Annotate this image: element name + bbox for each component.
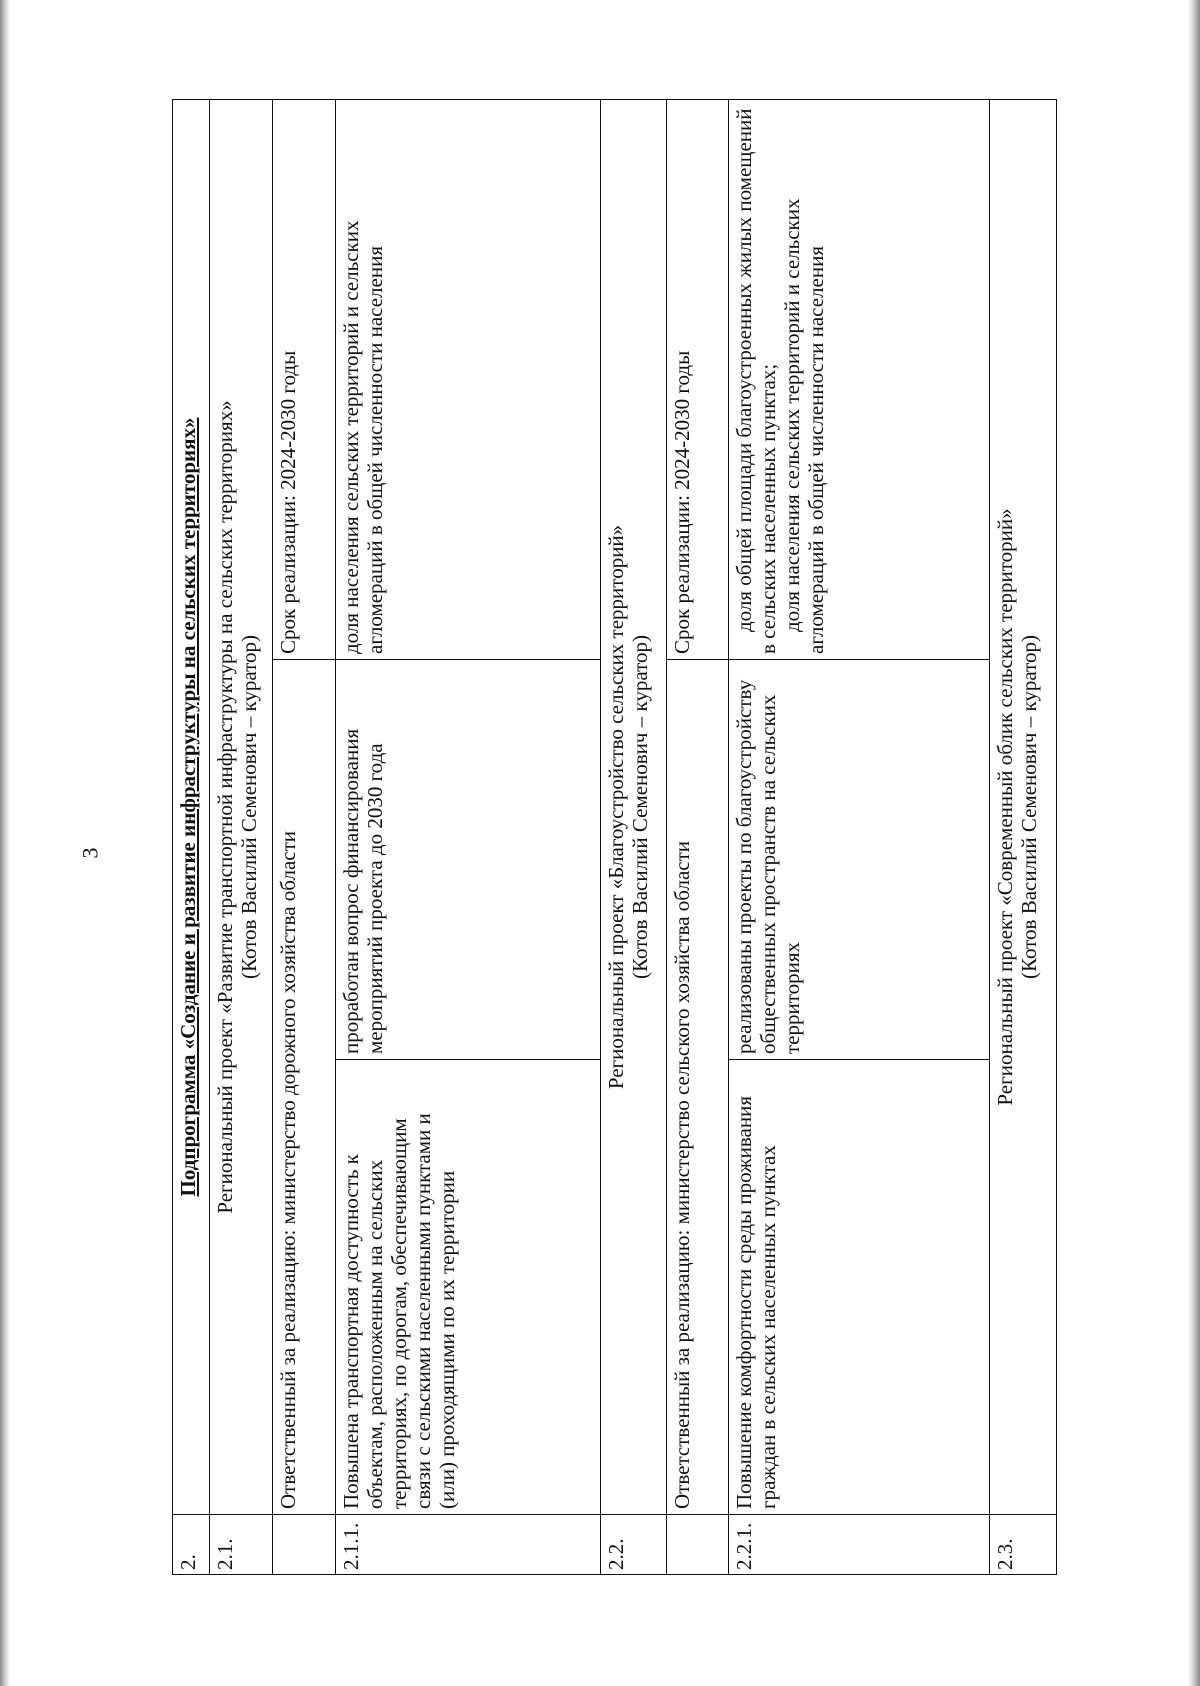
page-number: 3 — [77, 847, 103, 859]
indicator-item: доля населения сельских территорий и сельских агломераций в общей численности населения — [780, 198, 829, 654]
regional-project-title — [209, 99, 272, 1514]
project-curator: (Котов Василий Семенович – куратор) — [628, 634, 653, 980]
indicator-item: доля общей площади благоустроенных жилых помещений в сельских населенных пунктах; — [732, 108, 781, 654]
project-name: Региональный проект «Благоустройство сельских территорий» — [604, 524, 629, 1090]
project-curator: (Котов Василий Семенович – куратор) — [1016, 634, 1041, 980]
scan-edge-right — [1188, 0, 1200, 1686]
table-row — [666, 99, 729, 1574]
subprogram-title: Подпрограмма «Создание и развитие инфраструктуры на сельских территориях» — [173, 99, 210, 1514]
indicator-cell: доля населения сельских территорий и сельских агломераций в общей численности населения — [335, 99, 601, 659]
table-row — [989, 99, 1056, 1574]
row-number: 2.3. — [989, 1515, 1056, 1575]
project-name: Региональный проект «Развитие транспортной инфраструктуры на сельских территориях» — [212, 400, 237, 1214]
table-row — [272, 99, 335, 1574]
task-cell: Повышение комфортности среды проживания граждан в сельских населенных пунктах — [729, 1060, 989, 1515]
regional-project-title — [989, 99, 1056, 1514]
result-cell: реализованы проекты по благоустройству общественных пространств на сельских территориях — [729, 660, 989, 1060]
table-row — [173, 99, 210, 1574]
term-cell: Срок реализации: 2024-2030 годы — [666, 99, 729, 659]
responsible-cell: Ответственный за реализацию: министерство дорожного хозяйства области — [272, 660, 335, 1515]
responsible-cell: Ответственный за реализацию: министерство сельского хозяйства области — [666, 660, 729, 1515]
table-row — [335, 99, 601, 1574]
result-cell: проработан вопрос финансирования мероприятий проекта до 2030 года — [335, 660, 601, 1060]
table-row — [209, 99, 272, 1574]
project-name: Региональный проект «Современный облик сельских территорий» — [992, 508, 1017, 1106]
program-table — [172, 99, 1057, 1575]
empty-cell — [272, 1515, 335, 1575]
table-row — [601, 99, 666, 1574]
task-cell: Повышена транспортная доступность к объектам, расположенным на сельских территориях, по дорогам, обеспечивающим связи с сельскими населенными пунктами и (или) проходящими по их территории — [335, 1060, 601, 1515]
term-cell: Срок реализации: 2024-2030 годы — [272, 99, 335, 659]
row-number: 2. — [173, 1515, 210, 1575]
table-row — [729, 99, 989, 1574]
project-curator: (Котов Василий Семенович – куратор) — [236, 634, 261, 980]
empty-cell — [666, 1515, 729, 1575]
row-number: 2.2. — [601, 1515, 666, 1575]
indicator-cell — [729, 99, 989, 659]
row-number: 2.2.1. — [729, 1515, 989, 1575]
row-number: 2.1.1. — [335, 1515, 601, 1575]
scan-edge-left — [0, 0, 10, 1686]
row-number: 2.1. — [209, 1515, 272, 1575]
regional-project-title — [601, 99, 666, 1514]
rotated-table-wrapper — [172, 100, 1057, 1575]
